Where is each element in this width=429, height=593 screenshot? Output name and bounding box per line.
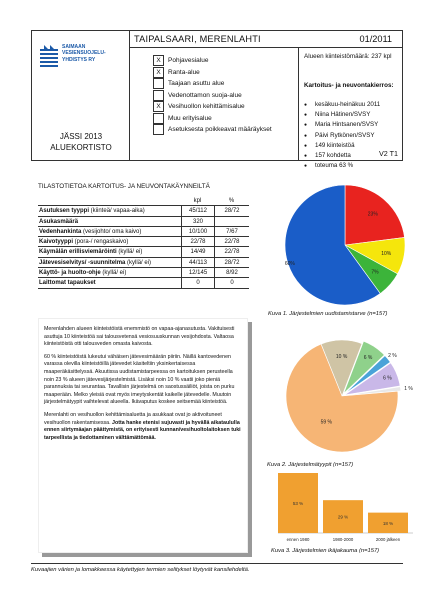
stats-table [38,196,249,289]
checkbox[interactable]: X [153,101,164,112]
area-type-label: Muu erityisalue [168,114,212,122]
cell: 22/78 [181,237,214,246]
cell: 28/72 [214,258,249,267]
list-item: ● 157 kohdetta [304,151,380,161]
list-item: ● 149 kiinteistöä [304,141,380,151]
slice-label: 1 % [404,385,413,392]
summary-text-box [38,318,248,553]
slice-label: 6 % [363,354,373,361]
row-label: Asutuksen tyyppi (kiinteä/ vapaa-aika) [39,208,145,215]
row-label: Kaivotyyppi (pora-/ rengaskaivo) [39,239,129,246]
list-item: ● kesäkuu-heinäkuu 2011 [304,100,380,110]
cell: 14/49 [181,247,214,256]
property-count: Alueen kiinteistömäärä: 237 kpl [304,53,392,60]
card-title: JÄSSI 2013 ALUEKORTISTO [50,132,112,152]
table-row [38,237,249,247]
table-header [38,196,249,206]
slice-label: 59 % [320,419,332,426]
logo-text: SAIMAAN VESIENSUOJELU- YHDISTYS RY [62,44,106,63]
chart-caption: Kuva 1. Järjestelmien uudistamistarve (n=157) [268,311,388,317]
cell [214,217,249,226]
table-row [38,206,249,216]
cell: 22/78 [214,237,249,246]
checkbox[interactable] [153,113,164,124]
workers-list [304,100,380,171]
category-label: 1980-2000 [332,537,354,542]
title-row [130,31,403,48]
cell: 44/113 [181,258,214,267]
cell: 45/112 [181,206,214,215]
row-label: Käyttö- ja huolto-ohje (kyllä/ ei) [39,270,127,277]
paragraph: Merenlahden alueen kiinteistöistä enemmistö on vapaa-ajanasutusta. Vakituisesti asuttuja 10 kiinteistöä sai talousvetensä vesiosuuskunnan vesijohdosta. Valtaosa kiinteistöistä otti talousveden omasta kaivosta. [44,326,235,348]
list-item: ● toteuma 63 % [304,161,380,171]
table-row [38,258,249,268]
issue-number: 01/2011 [359,34,392,44]
footer-note: Kuvaajien värien ja lomakkeessa käytettyjen termien selitykset löytyvät kansilehdeltä. [31,563,403,573]
area-type-label: Vesihuollon kehittämisalue [168,103,245,110]
table-row [38,227,249,237]
row-label: Laittomat tapaukset [39,280,96,287]
cell: 0 [181,278,214,287]
cell: 22/78 [214,247,249,256]
cell: 7/67 [214,227,249,236]
header-left-panel [32,31,130,160]
table-row [38,278,249,288]
workers-title: Kartoitus- ja neuvontakierros: [304,82,394,89]
paragraph: Merenlahti on vesihuollon kehittämisaluetta ja asukkaat ovat jo aktivoituneet vesihuollon rakentamisessa. Jotta hanke etenisi sujuvasti ja hyvällä aikataululla ennen siirtymäajan päättymistä, on erityisesti kunnan/vesihuoltolaitoksen tuki tarpeellista ja tiedottaminen välttämättömää. [44,411,241,441]
list-item: ● Niina Hätinen/SVSY [304,110,380,120]
bar-value-label: 18 % [382,520,394,526]
area-type-label: Vedenottamon suoja-alue [168,91,242,99]
row-label: Jätevesiselvitys/ -suunnitelma (kyllä/ ei) [39,259,152,266]
chart-caption: Kuva 2. Järjestelmätyypit (n=157) [267,462,354,468]
slice-label: 2 % [388,352,397,359]
version-label: V2 T1 [378,149,398,158]
area-type-label: Taajaan asuttu alue [168,80,225,87]
category-label: 2000 jälkeen [375,537,401,542]
slice-label: 10 % [335,354,348,361]
info-panel [298,48,403,170]
slice-label: 60% [284,260,295,267]
checkbox[interactable]: X [153,55,164,66]
renewal-need-pie-chart [270,178,420,318]
paragraph: 60 % kiinteistöistä lukeutui vähäisen jätevesimäärän piiriin. Näillä kantovedenen varassa olevilla kiinteistöillä jätevedet käsiteltiin yksinkertaisessa maaperäkäsittelyssä. Akuutissa uudistamistarpeessa on kartoituksen perusteella noin 23 % alueen jätevesijärjestelmistä. Lisäksi noin 10 % vaatii joko pieniä parannuksia tai seurantaa. Tavallisin järjestelmä on saostussäiliöt, joista on purku maaperään. Melko yleisiä ovat myös imeytyskentät kaikelle jätevedelle. Muutoin järjestelmätyypit vaihtelevat alueella. Ikävaputus koskee seitsemää kiinteistöä. [44,353,235,406]
table-row [38,268,249,278]
bar-value-label: 53 % [292,501,304,506]
area-type-label: Ranta-alue [168,68,200,76]
category-label: ennen 1980 [286,537,310,542]
area-type-label: Asetuksesta poikkeavat määräykset [168,126,272,133]
column-header: % [228,198,235,204]
chart-caption: Kuva 3. Järjestelmien ikäjakauma (n=157) [271,548,380,554]
stats-title: TILASTOTIETOA KARTOITUS- JA NEUVONTAKÄYNNEILTÄ [38,183,210,190]
cell: 320 [181,217,214,226]
age-distribution-bar-chart [268,468,418,550]
slice-label: 10% [381,250,392,257]
checkbox[interactable] [153,124,164,135]
table-row [38,217,249,227]
slice-label: 6 % [383,375,392,382]
cell: 10/100 [181,227,214,236]
row-label: Asukasmäärä [39,218,79,225]
slice-label: 23% [367,211,378,218]
list-item: ● Päivi Rytkönen/SVSY [304,131,380,141]
checkbox[interactable]: X [153,67,164,78]
area-title: TAIPALSAARI, MERENLAHTI [134,34,261,44]
cell: 12/145 [181,268,214,277]
bar-value-label: 29 % [337,514,349,520]
slice-label: 7% [371,269,379,276]
row-label: Vedenhankinta (vesijohto/ oma kaivo) [39,228,142,235]
table-row [38,247,249,257]
cell: 28/72 [214,206,249,215]
checkbox[interactable] [153,78,164,89]
cell: 0 [214,278,249,287]
column-header: kpl [193,198,202,204]
area-type-label: Pohjavesialue [168,57,209,64]
cell: 8/92 [214,268,249,277]
system-types-pie-chart [270,330,420,470]
list-item: ● Maria Hintsanen/SVSY [304,120,380,130]
header-box [31,30,403,170]
checkbox[interactable] [153,90,164,101]
row-label: Käymälän erillisviemäröinti (kyllä/ ei) [39,249,143,256]
